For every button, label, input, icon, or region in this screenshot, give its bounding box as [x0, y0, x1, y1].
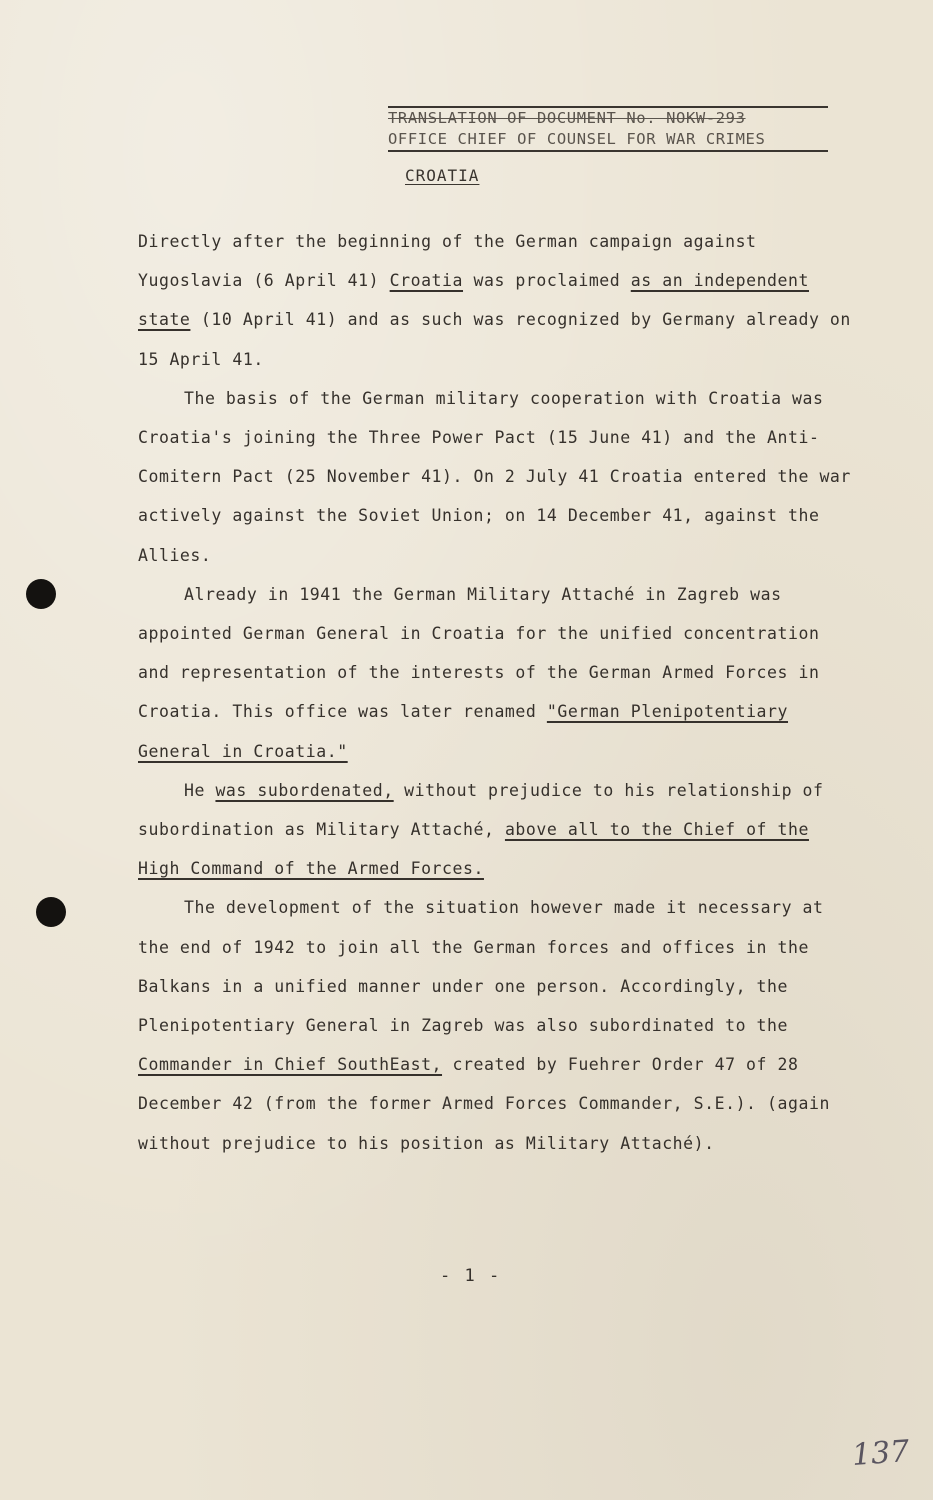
handwritten-folio-number: 137 — [850, 1434, 911, 1473]
underlined-text: Commander in Chief SouthEast, — [138, 1055, 443, 1075]
punch-hole — [36, 897, 66, 927]
header-office-line: OFFICE CHIEF OF COUNSEL FOR WAR CRIMES — [388, 130, 766, 148]
paragraph-3 — [138, 575, 858, 771]
paragraph-4 — [138, 771, 858, 889]
page-number: - 1 - — [440, 1266, 502, 1286]
header-translation-line: TRANSLATION OF DOCUMENT No. NOKW-293 — [388, 109, 746, 127]
text-span: created by Fuehrer Order 47 of 28 December 42 (from the former Armed Forces Commander, S.E.). (again without prejudice to his position as Military Attaché). — [138, 1055, 830, 1153]
underlined-text: was subordenated, — [215, 780, 394, 800]
text-span: without prejudice to his relationship of subordination as Military Attaché, — [138, 780, 824, 840]
document-title: CROATIA — [405, 166, 480, 185]
text-span: The development of the situation however made it necessary at the end of 1942 to join all the German forces and offices in the Balkans in a unified manner under one person. Accordingly, the Plenipotentiary General in Zagreb was also subordinated to the — [138, 898, 824, 1036]
document-header — [388, 106, 828, 152]
underlined-text: above all to the Chief of the High Command of the Armed Forces. — [138, 820, 809, 879]
underlined-text: Croatia — [389, 271, 464, 291]
underlined-text: as an independent state — [138, 271, 809, 330]
text-span: Directly after the beginning of the German campaign against Yugoslavia (6 April 41) — [138, 232, 757, 291]
paragraph-1 — [138, 222, 858, 379]
underlined-text: "German Plenipotentiary General in Croatia." — [138, 702, 789, 761]
text-span: was proclaimed — [463, 271, 631, 291]
punch-hole — [26, 579, 56, 609]
document-body — [138, 222, 858, 1163]
paragraph-2: The basis of the German military cooperation with Croatia was Croatia's joining the Three Power Pact (15 June 41) and the Anti-Comitern Pact (25 November 41). On 2 July 41 Croatia entered the war actively against the Soviet Union; on 14 December 41, against the Allies. — [138, 388, 851, 565]
paragraph-5 — [138, 888, 858, 1162]
header-rule-bottom — [388, 150, 828, 152]
text-span: He — [184, 780, 216, 800]
text-span: Already in 1941 the German Military Attaché in Zagreb was appointed German General in Croatia for the unified concentration and representation of the interests of the German Armed Forces in Croatia. This office was later renamed — [138, 584, 820, 722]
text-span: (10 April 41) and as such was recognized by Germany already on 15 April 41. — [138, 310, 851, 369]
